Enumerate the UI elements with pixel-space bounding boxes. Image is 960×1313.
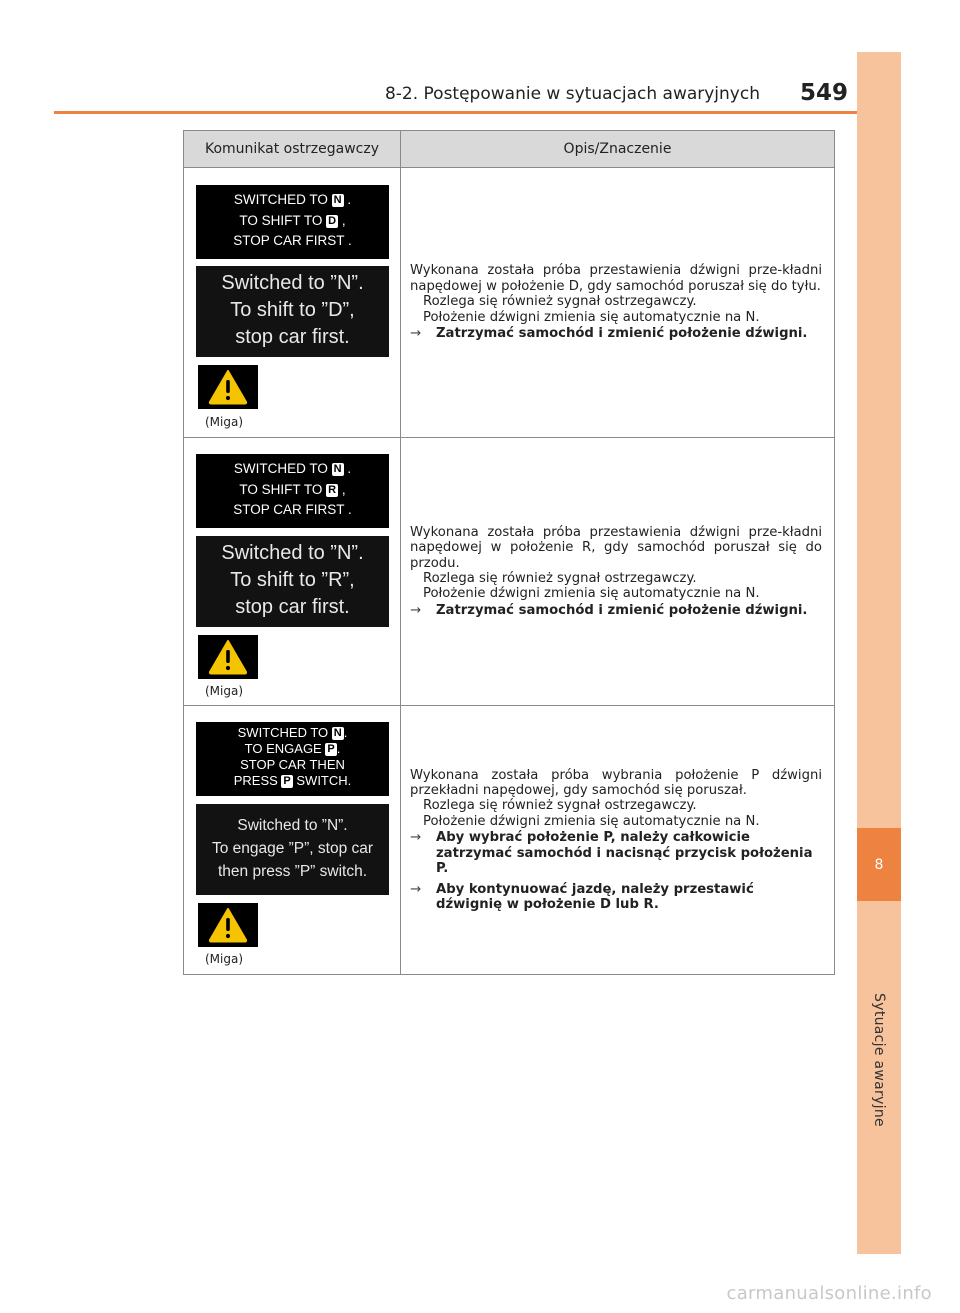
display-message-mono: SWITCHED TO N . TO SHIFT TO D , STOP CAR FIRST .: [196, 185, 389, 259]
description-cell: [401, 438, 834, 705]
blink-note: (Miga): [205, 415, 244, 429]
warning-table: [183, 130, 835, 975]
warning-triangle-icon: [208, 907, 248, 943]
gear-box-icon: N: [333, 463, 342, 475]
column-header-message: Komunikat ostrzegawczy: [184, 131, 401, 167]
arrow-icon: →: [410, 326, 422, 342]
display-message-color: Switched to ”N”. To shift to ”D”, stop car first.: [196, 266, 389, 357]
column-header-description: Opis/Znaczenie: [563, 141, 672, 157]
display-message-mono: SWITCHED TO N . TO SHIFT TO R , STOP CAR FIRST .: [196, 454, 389, 528]
table-header: [184, 131, 834, 168]
warning-triangle-icon: [208, 639, 248, 675]
warning-triangle-icon: [208, 369, 248, 405]
blink-note: (Miga): [205, 684, 244, 698]
gear-box-icon: N: [333, 727, 342, 739]
arrow-icon: →: [410, 881, 422, 897]
gear-box-icon: N: [333, 194, 342, 206]
arrow-icon: →: [410, 830, 422, 846]
section-title: 8-2. Postępowanie w sytuacjach awaryjnych: [384, 84, 760, 104]
description-cell: [401, 168, 834, 437]
description-cell: [401, 706, 834, 974]
message-cell: [184, 706, 401, 974]
display-message-color: Switched to ”N”. To engage ”P”, stop car then press ”P” switch.: [196, 804, 389, 895]
warning-light: [198, 365, 258, 409]
arrow-icon: →: [410, 602, 422, 618]
table-row: [184, 438, 834, 706]
warning-light: [198, 635, 258, 679]
blink-note: (Miga): [205, 952, 244, 966]
gear-box-icon: R: [328, 483, 337, 496]
display-message-mono: SWITCHED TO N . TO ENGAGE P . STOP CAR THEN PRESS P SWITCH.: [196, 722, 389, 796]
gear-box-icon: P: [327, 743, 335, 755]
message-cell: [184, 438, 401, 705]
page-number: 549: [800, 80, 849, 106]
description: Wykonana została próba przestawienia dźwigni prze-kładni napędowej w położenie D, gdy samochód poruszał się do tyłu. Rozlega się również sygnał ostrzegawczy. Położenie dźwigni zmienia się automatycznie na N. → Zatrzymać samochód i zmienić położenie dźwigni.: [410, 263, 822, 342]
chapter-number: 8: [857, 828, 901, 901]
display-message-color: Switched to ”N”. To shift to ”R”, stop car first.: [196, 536, 389, 627]
table-row: [184, 168, 834, 438]
gear-box-icon: D: [328, 214, 337, 227]
watermark: carmanualsonline.info: [726, 1283, 932, 1304]
warning-light: [198, 903, 258, 947]
message-cell: [184, 168, 401, 437]
chapter-label: Sytuacje awaryjne: [871, 993, 887, 1127]
description: Wykonana została próba przestawienia dźwigni prze-kładni napędowej w położenie R, gdy samochód poruszał się do przodu. Rozlega się również sygnał ostrzegawczy. Położenie dźwigni zmienia się automatycznie na N. → Zatrzymać samochód i zmienić położenie dźwigni.: [410, 524, 822, 618]
header-rule: [54, 111, 857, 114]
table-row: [184, 706, 834, 974]
gear-box-icon: P: [283, 775, 291, 787]
description: Wykonana została próba wybrania położenie P dźwigni przekładni napędowej, gdy samochód się poruszał. Rozlega się również sygnał ostrzegawczy. Położenie dźwigni zmienia się automatycznie na N. → Aby wybrać położenie P, należy całkowicie zatrzymać samochód i nacisnąć przycisk położenia P. → Aby kontynuować jazdę, należy przestawić dźwignię w położenie D lub R.: [410, 767, 822, 912]
